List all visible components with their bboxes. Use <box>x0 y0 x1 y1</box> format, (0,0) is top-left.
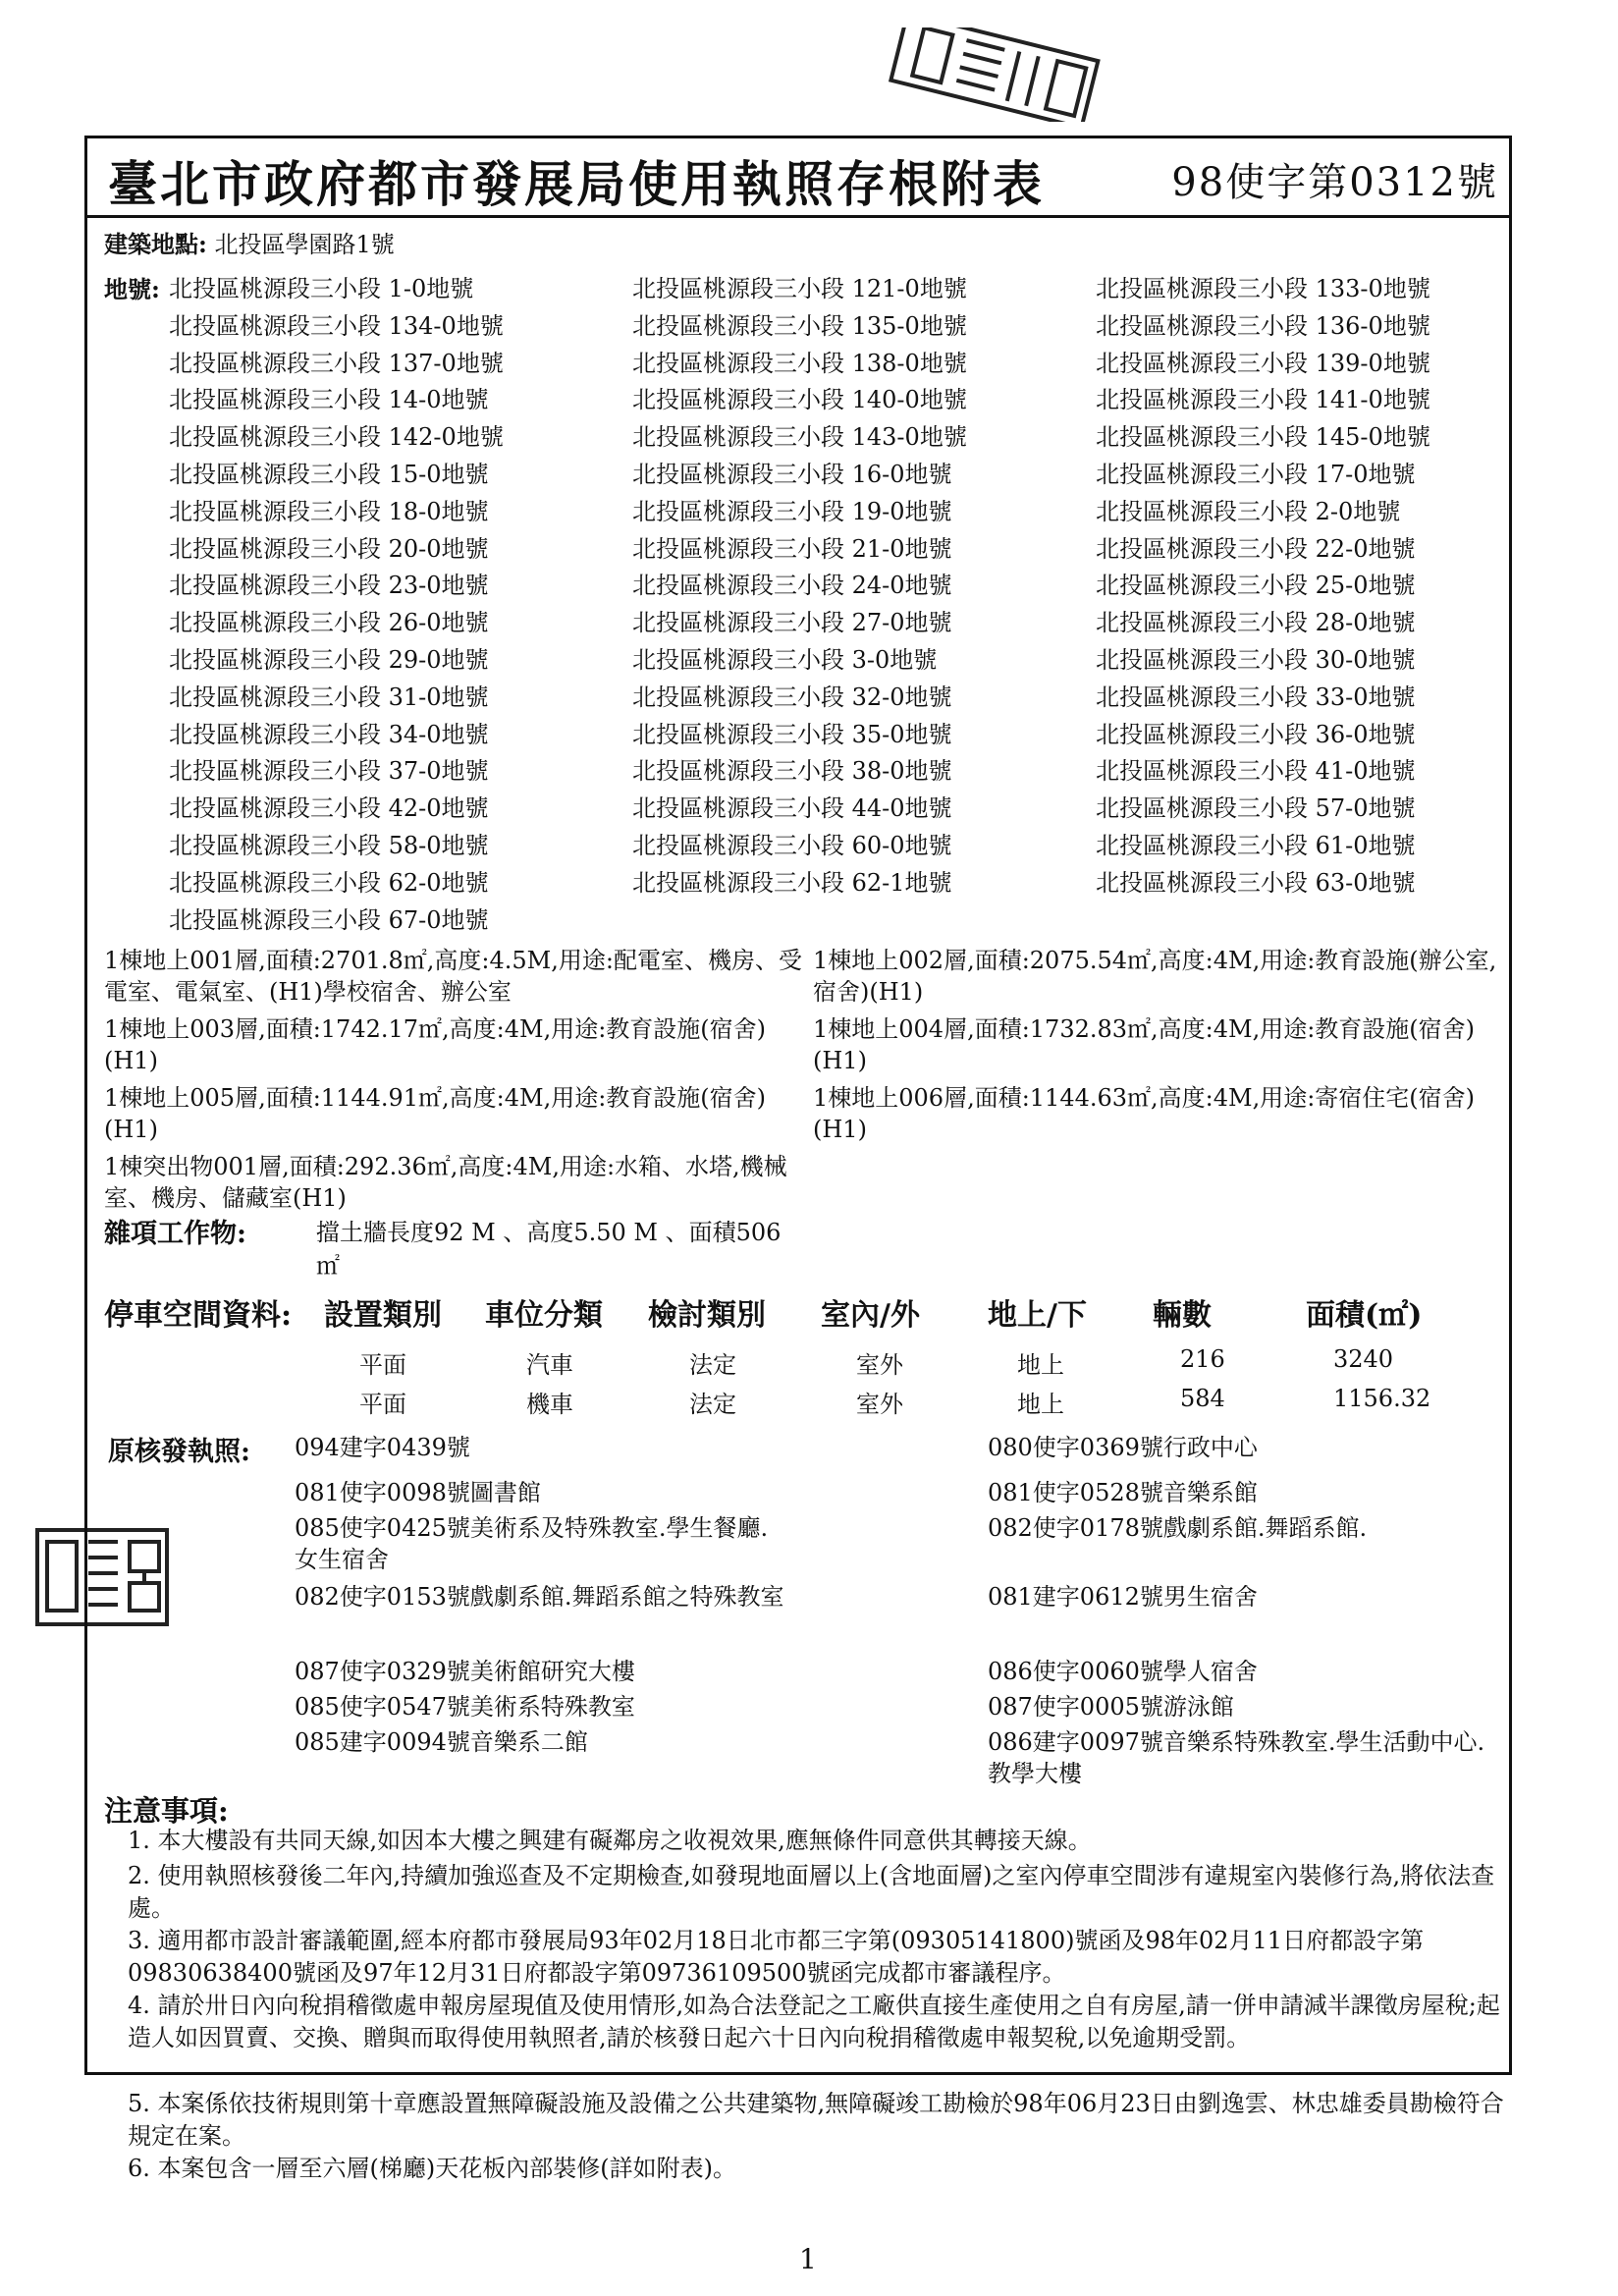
lot-number: 北投區桃源段三小段 135-0地號 <box>632 311 967 340</box>
lot-number: 北投區桃源段三小段 136-0地號 <box>1096 311 1430 340</box>
lot-number: 北投區桃源段三小段 17-0地號 <box>1096 460 1416 488</box>
lot-number: 北投區桃源段三小段 139-0地號 <box>1096 349 1430 377</box>
lot-number: 北投區桃源段三小段 27-0地號 <box>632 609 952 637</box>
title-row <box>84 136 1512 218</box>
lot-number: 北投區桃源段三小段 137-0地號 <box>169 349 504 377</box>
parking-header: 輛數 <box>1153 1298 1212 1333</box>
floor-entry: 1棟地上004層,面積:1732.83㎡,高度:4M,用途:教育設施(宿舍)(H1) <box>813 1015 1476 1074</box>
original-permit: 085使字0425號美術系及特殊教室.學生餐廳.女生宿舍 <box>295 1514 769 1573</box>
original-permit: 086建字0097號音樂系特殊教室.學生活動中心.教學大樓 <box>988 1728 1485 1787</box>
lot-number: 北投區桃源段三小段 145-0地號 <box>1096 423 1430 452</box>
lot-number: 北投區桃源段三小段 16-0地號 <box>632 460 952 488</box>
parking-cell: 地上 <box>1017 1391 1064 1418</box>
lot-number: 北投區桃源段三小段 63-0地號 <box>1096 868 1416 897</box>
parking-header: 室內/外 <box>821 1298 920 1333</box>
note-item: 3. 適用都市設計審議範圍,經本府都市發展局93年02月18日北市都三字第(09305141800)號函及98年02月11日府都設字第09830638400號函及97年12月31日府都設字第09736109500號函完成都市審議程序。 <box>128 1927 1425 1987</box>
lot-number: 北投區桃源段三小段 62-1地號 <box>632 868 952 897</box>
floor-entry: 1棟地上001層,面積:2701.8㎡,高度:4.5M,用途:配電室、機房、受電室、電氣室、(H1)學校宿舍、辦公室 <box>104 947 802 1006</box>
lot-number: 北投區桃源段三小段 19-0地號 <box>632 497 952 525</box>
floor-entry: 1棟地上005層,面積:1144.91㎡,高度:4M,用途:教育設施(宿舍)(H1) <box>104 1084 767 1143</box>
parking-cell: 平面 <box>359 1391 406 1418</box>
parking-header: 檢討類別 <box>648 1298 766 1333</box>
lot-number: 北投區桃源段三小段 35-0地號 <box>632 720 952 748</box>
original-permit: 081使字0098號圖書館 <box>295 1479 541 1506</box>
original-permits-label: 原核發執照: <box>108 1437 250 1467</box>
lot-number: 北投區桃源段三小段 32-0地號 <box>632 683 952 711</box>
parking-header: 面積(㎡) <box>1306 1298 1423 1333</box>
lot-number: 北投區桃源段三小段 44-0地號 <box>632 794 952 823</box>
original-permit: 087使字0329號美術館研究大樓 <box>295 1658 635 1685</box>
lot-number: 北投區桃源段三小段 37-0地號 <box>169 757 489 786</box>
original-permit: 086使字0060號學人宿舍 <box>988 1658 1258 1685</box>
parking-cell: 地上 <box>1017 1351 1064 1379</box>
document-title: 臺北市政府都市發展局使用執照存根附表 <box>108 155 1045 213</box>
lot-number: 北投區桃源段三小段 2-0地號 <box>1096 497 1401 525</box>
floor-entry: 1棟地上003層,面積:1742.17㎡,高度:4M,用途:教育設施(宿舍)(H1) <box>104 1015 767 1074</box>
lot-number-list <box>169 271 1504 939</box>
parking-cell: 機車 <box>526 1391 573 1418</box>
parking-cell: 法定 <box>689 1391 736 1418</box>
document-number: 98使字第0312號 <box>1171 160 1498 205</box>
lot-number: 北投區桃源段三小段 140-0地號 <box>632 386 967 414</box>
misc-label: 雜項工作物: <box>104 1219 246 1249</box>
original-permit: 081建字0612號男生宿舍 <box>988 1583 1258 1611</box>
parking-label: 停車空間資料: <box>104 1298 293 1333</box>
parking-cell: 汽車 <box>526 1351 573 1379</box>
lot-number: 北投區桃源段三小段 22-0地號 <box>1096 534 1416 563</box>
original-permit: 094建字0439號 <box>295 1434 470 1461</box>
lot-number: 北投區桃源段三小段 57-0地號 <box>1096 794 1416 823</box>
floor-entry: 1棟地上006層,面積:1144.63㎡,高度:4M,用途:寄宿住宅(宿舍)(H1) <box>813 1084 1476 1143</box>
lot-number: 北投區桃源段三小段 143-0地號 <box>632 423 967 452</box>
address-value: 北投區學園路1號 <box>214 231 395 258</box>
lot-number: 北投區桃源段三小段 62-0地號 <box>169 868 489 897</box>
note-item: 1. 本大樓設有共同天線,如因本大樓之興建有礙鄰房之收視效果,應無條件同意供其轉接天線。 <box>128 1827 1092 1854</box>
parking-cell: 3240 <box>1333 1345 1394 1373</box>
lot-number: 北投區桃源段三小段 138-0地號 <box>632 349 967 377</box>
lot-number: 北投區桃源段三小段 42-0地號 <box>169 794 489 823</box>
parking-header: 地上/下 <box>988 1298 1087 1333</box>
lot-number: 北投區桃源段三小段 38-0地號 <box>632 757 952 786</box>
address-row <box>104 226 395 263</box>
lot-number: 北投區桃源段三小段 58-0地號 <box>169 831 489 859</box>
lot-number: 北投區桃源段三小段 121-0地號 <box>632 275 967 302</box>
original-permit: 082使字0178號戲劇系館.舞蹈系館. <box>988 1514 1368 1542</box>
parking-cell: 室外 <box>856 1391 903 1418</box>
lot-number: 北投區桃源段三小段 31-0地號 <box>169 683 489 711</box>
original-permit: 085使字0547號美術系特殊教室 <box>295 1693 635 1721</box>
parking-cell: 室外 <box>856 1351 903 1379</box>
lot-number: 北投區桃源段三小段 67-0地號 <box>169 905 489 934</box>
lot-number: 北投區桃源段三小段 141-0地號 <box>1096 386 1430 414</box>
lot-number: 北投區桃源段三小段 26-0地號 <box>169 609 489 637</box>
lot-number: 北投區桃源段三小段 134-0地號 <box>169 311 504 340</box>
original-permit: 087使字0005號游泳館 <box>988 1693 1234 1721</box>
note-item: 6. 本案包含一層至六層(梯廳)天花板內部裝修(詳如附表)。 <box>128 2155 736 2182</box>
misc-value: 擋土牆長度92 M 、高度5.50 M 、面積506 ㎡ <box>316 1219 782 1280</box>
original-permit: 085建字0094號音樂系二館 <box>295 1728 588 1756</box>
lot-number: 北投區桃源段三小段 14-0地號 <box>169 386 489 414</box>
parking-cell: 1156.32 <box>1333 1385 1431 1412</box>
lot-number: 北投區桃源段三小段 36-0地號 <box>1096 720 1416 748</box>
lot-number: 北投區桃源段三小段 20-0地號 <box>169 534 489 563</box>
lot-number: 北投區桃源段三小段 133-0地號 <box>1096 275 1430 302</box>
lot-number: 北投區桃源段三小段 15-0地號 <box>169 460 489 488</box>
floor-entry: 1棟地上002層,面積:2075.54㎡,高度:4M,用途:教育設施(辦公室,宿舍)(H1) <box>813 947 1497 1006</box>
note-item: 5. 本案係依技術規則第十章應設置無障礙設施及設備之公共建築物,無障礙竣工勘檢於98年06月23日由劉逸雲、林忠雄委員勘檢符合規定在案。 <box>128 2090 1504 2150</box>
parking-cell: 584 <box>1180 1385 1225 1412</box>
original-permit: 081使字0528號音樂系館 <box>988 1479 1258 1506</box>
lot-number: 北投區桃源段三小段 24-0地號 <box>632 572 952 600</box>
address-label: 建築地點: <box>104 230 207 258</box>
lot-number: 北投區桃源段三小段 28-0地號 <box>1096 609 1416 637</box>
lot-number: 北投區桃源段三小段 3-0地號 <box>632 645 938 674</box>
lot-number: 北投區桃源段三小段 1-0地號 <box>169 275 474 302</box>
floor-list <box>104 945 1508 1220</box>
page-number: 1 <box>799 2243 817 2275</box>
parking-cell: 法定 <box>689 1351 736 1379</box>
lot-number: 北投區桃源段三小段 60-0地號 <box>632 831 952 859</box>
original-permit: 082使字0153號戲劇系館.舞蹈系館之特殊教室 <box>295 1583 784 1611</box>
lot-number: 北投區桃源段三小段 30-0地號 <box>1096 645 1416 674</box>
parking-header: 設置類別 <box>324 1298 442 1333</box>
parking-cell: 216 <box>1180 1345 1225 1373</box>
original-permit: 080使字0369號行政中心 <box>988 1434 1258 1461</box>
lot-number: 北投區桃源段三小段 29-0地號 <box>169 645 489 674</box>
lot-number: 北投區桃源段三小段 33-0地號 <box>1096 683 1416 711</box>
lots-label: 地號: <box>104 275 160 303</box>
lot-number: 北投區桃源段三小段 18-0地號 <box>169 497 489 525</box>
lot-number: 北投區桃源段三小段 34-0地號 <box>169 720 489 748</box>
parking-cell: 平面 <box>359 1351 406 1379</box>
lot-number: 北投區桃源段三小段 21-0地號 <box>632 534 952 563</box>
note-item: 2. 使用執照核發後二年內,持續加強巡查及不定期檢查,如發現地面層以上(含地面層)之室內停車空間涉有違規室內裝修行為,將依法查處。 <box>128 1862 1495 1922</box>
note-item: 4. 請於卅日內向稅捐稽徵處申報房屋現值及使用情形,如為合法登記之工廠供直接生產使用之自有房屋,請一併申請減半課徵房屋稅;起造人如因買賣、交換、贈與而取得使用執照者,請於核發日起六十日內向稅捐稽徵處申報契稅,以免逾期受罰。 <box>128 1992 1500 2051</box>
floor-entry: 1棟突出物001層,面積:292.36㎡,高度:4M,用途:水箱、水塔,機械室、機房、儲藏室(H1) <box>104 1153 787 1212</box>
parking-header: 車位分類 <box>485 1298 603 1333</box>
seal-stamp-icon <box>866 27 1131 122</box>
lot-number: 北投區桃源段三小段 41-0地號 <box>1096 757 1416 786</box>
lot-number: 北投區桃源段三小段 23-0地號 <box>169 572 489 600</box>
lot-number: 北投區桃源段三小段 142-0地號 <box>169 423 504 452</box>
notes-title: 注意事項: <box>104 1794 229 1828</box>
lot-number: 北投區桃源段三小段 61-0地號 <box>1096 831 1416 859</box>
lot-number: 北投區桃源段三小段 25-0地號 <box>1096 572 1416 600</box>
